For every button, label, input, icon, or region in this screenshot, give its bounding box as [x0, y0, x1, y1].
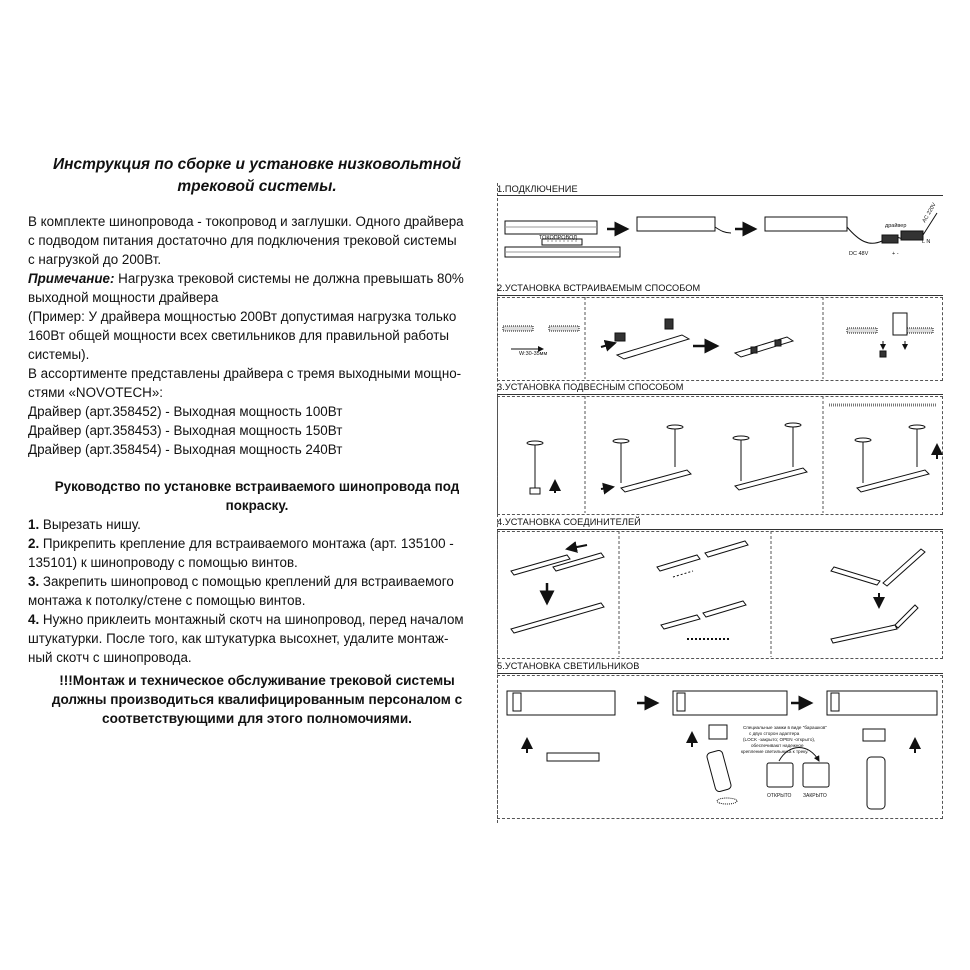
svg-text:с двух сторон адаптера: с двух сторон адаптера [749, 731, 800, 736]
drivers-intro: В ассортименте представлены драйвера с тремя выходными мощно- [28, 366, 462, 381]
note-line: выходной мощности драйвера [28, 290, 219, 305]
section-title-connectors: 4.УСТАНОВКА СОЕДИНИТЕЛЕЙ [497, 517, 641, 527]
svg-text:(LOCK -закрыто; OPEN -открыто): (LOCK -закрыто; OPEN -открыто), [743, 737, 816, 742]
step-3-cont: монтажа к потолку/стене с помощью винтов. [28, 593, 306, 608]
intro-line: В комплекте шинопровода - токопровод и заглушки. Одного драйвера [28, 214, 464, 229]
step-2-cont: 135101) к шинопроводу с помощью винтов. [28, 555, 298, 570]
warning-line: !!!Монтаж и техническое обслуживание трековой системы [59, 673, 455, 688]
step-4: 4. Нужно приклеить монтажный скотч на шинопровод, перед началом [28, 612, 464, 627]
driver-item: Драйвер (арт.358454) - Выходная мощность 240Вт [28, 442, 343, 457]
width-label: W:30-35мм [519, 351, 548, 357]
step-3: 3. Закрепить шинопровод с помощью креплений для встраиваемого [28, 574, 454, 589]
example-line: 160Вт общей мощности всех светильников для правильной работы [28, 328, 449, 343]
step-4-cont: штукатурки. После того, как штукатурка высохнет, удалите монтаж- [28, 631, 449, 646]
diagram-drawing [497, 183, 943, 823]
note-text: Нагрузка трековой системы не должна превышать 80% [114, 271, 464, 286]
section-title-connection: 1.ПОДКЛЮЧЕНИЕ [497, 184, 578, 194]
guide-heading: Руководство по установке встраиваемого шинопровода под [54, 479, 460, 494]
recessed-diagram [503, 297, 933, 379]
open-label: ОТКРЫТО [767, 793, 792, 799]
note-label: Примечание: [28, 271, 115, 286]
dc-label: DC 48V [849, 251, 869, 257]
svg-text:Специальные замки в виде "бара: Специальные замки в виде "барашков" [743, 725, 827, 730]
luminaires-diagram [507, 691, 937, 809]
driver-item: Драйвер (арт.358453) - Выходная мощность 150Вт [28, 423, 343, 438]
installation-diagrams [497, 183, 943, 823]
title-line-1: Инструкция по сборке и установке низковольтной [53, 156, 461, 173]
driver-item: Драйвер (арт.358452) - Выходная мощность 100Вт [28, 404, 343, 419]
warning-line: соответствующими для этого полномочиями. [102, 711, 412, 726]
ln-label: L N [922, 239, 931, 245]
example-line: системы). [28, 347, 90, 362]
section-title-recessed: 2.УСТАНОВКА ВСТРАИВАЕМЫМ СПОСОБОМ [497, 283, 701, 293]
intro-line: с нагрузкой до 200Вт. [28, 252, 162, 267]
step-2: 2. Прикрепить крепление для встраиваемого монтажа (арт. 135100 - [28, 536, 454, 551]
driver-label: драйвер [885, 223, 907, 229]
drivers-intro: стями «NOVOTECH»: [28, 385, 163, 400]
suspended-diagram [527, 396, 937, 513]
conductor-label: ТОКОПРОВОД [539, 235, 577, 241]
svg-text:обеспечивают надежное: обеспечивают надежное [751, 743, 804, 748]
lock-note [741, 725, 827, 754]
warning-line: должны производиться квалифицированным персоналом с [51, 692, 463, 707]
connectors-diagram [511, 531, 925, 657]
document-title [28, 154, 486, 198]
ac-label: AC 220V [921, 201, 938, 224]
closed-label: ЗАКРЫТО [803, 793, 827, 799]
step-1: 1. Вырезать нишу. [28, 517, 141, 532]
instructions-text [28, 154, 486, 728]
section-title-luminaires: 5.УСТАНОВКА СВЕТИЛЬНИКОВ [497, 661, 640, 671]
example-line: (Пример: У драйвера мощностью 200Вт допустимая нагрузка только [28, 309, 457, 324]
step-4-cont: ный скотч с шинопровода. [28, 650, 192, 665]
guide-heading: покраску. [225, 498, 289, 513]
svg-text:крепление светильника к треку.: крепление светильника к треку. [741, 749, 809, 754]
intro-line: с подводом питания достаточно для подключения трековой системы [28, 233, 457, 248]
note-paragraph [28, 269, 486, 288]
pm-label: + - [892, 251, 899, 257]
section-title-suspended: 3.УСТАНОВКА ПОДВЕСНЫМ СПОСОБОМ [497, 382, 684, 392]
title-line-2: трековой системы. [177, 178, 337, 195]
warning [28, 671, 486, 728]
